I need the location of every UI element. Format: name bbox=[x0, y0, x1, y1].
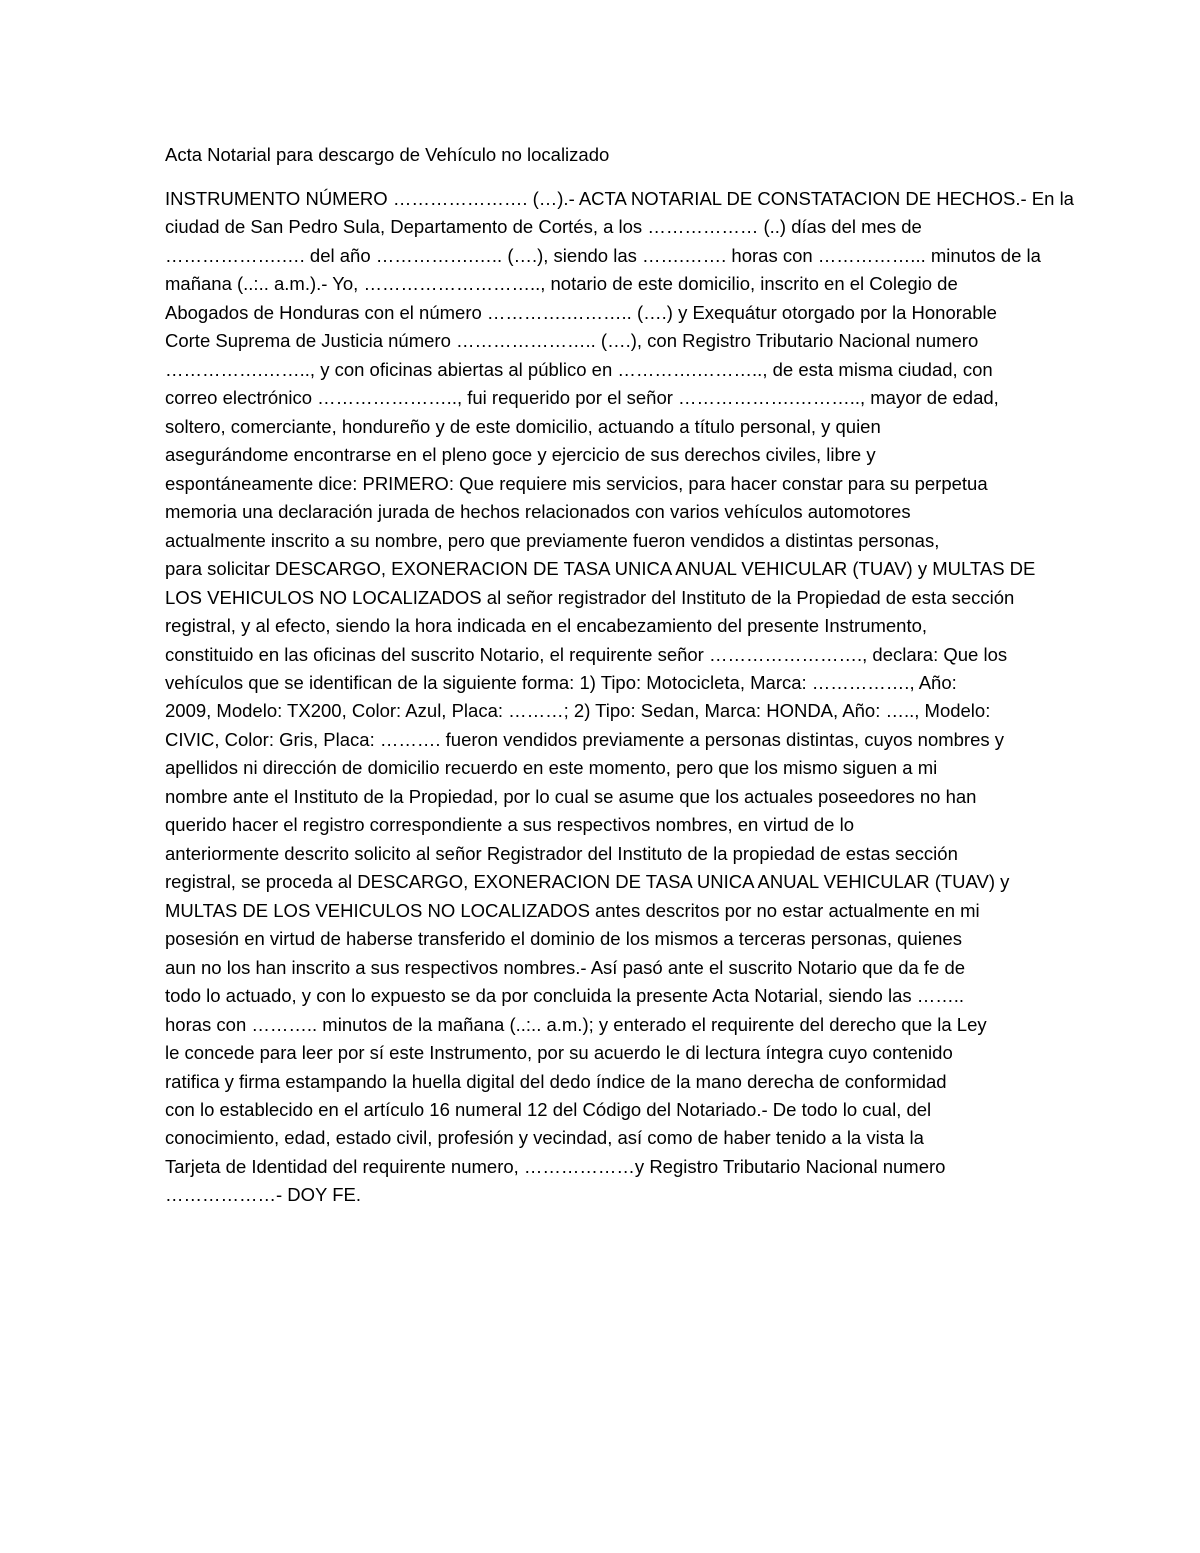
body-line: Tarjeta de Identidad del requirente numero, ………………y Registro Tributario Nacional numero bbox=[165, 1155, 946, 1177]
body-line: le concede para leer por sí este Instrumento, por su acuerdo le di lectura íntegra cuyo contenido bbox=[165, 1042, 953, 1064]
body-line: INSTRUMENTO NÚMERO …………………. (…).- ACTA NOTARIAL DE CONSTATACION DE HECHOS.- En la bbox=[165, 188, 1074, 209]
body-line: para solicitar DESCARGO, EXONERACION DE TASA UNICA ANUAL VEHICULAR (TUAV) y MULTAS DE bbox=[165, 558, 1036, 580]
body-line: Corte Suprema de Justicia número ………………….. (….), con Registro Tributario Nacional numero bbox=[165, 330, 979, 352]
body-line: con lo establecido en el artículo 16 numeral 12 del Código del Notariado.- De todo lo cual, del bbox=[165, 1099, 932, 1120]
body-line: querido hacer el registro correspondiente a sus respectivos nombres, en virtud de lo bbox=[165, 814, 854, 836]
body-line: registral, se proceda al DESCARGO, EXONERACION DE TASA UNICA ANUAL VEHICULAR (TUAV) y bbox=[165, 871, 1010, 893]
document-body bbox=[165, 185, 1074, 1210]
body-line: anteriormente descrito solicito al señor Registrador del Instituto de la propiedad de estas sección bbox=[165, 842, 958, 864]
body-line: conocimiento, edad, estado civil, profesión y vecindad, así como de haber tenido a la vista la bbox=[165, 1127, 924, 1149]
body-line: apellidos ni dirección de domicilio recuerdo en este momento, pero que los mismo siguen a mi bbox=[165, 757, 938, 779]
body-line: LOS VEHICULOS NO LOCALIZADOS al señor registrador del Instituto de la Propiedad de esta sección bbox=[165, 586, 1015, 608]
body-line: mañana (..:.. a.m.).- Yo, ……………………….., notario de este domicilio, inscrito en el Colegio de bbox=[165, 273, 958, 295]
body-line: ciudad de San Pedro Sula, Departamento de Cortés, a los ……………… (..) días del mes de bbox=[165, 216, 922, 238]
body-line: memoria una declaración jurada de hechos relacionados con varios vehículos automotores bbox=[165, 501, 911, 523]
body-line: MULTAS DE LOS VEHICULOS NO LOCALIZADOS antes descritos por no estar actualmente en mi bbox=[165, 899, 980, 921]
body-line: ratifica y firma estampando la huella digital del dedo índice de la mano derecha de conformidad bbox=[165, 1070, 947, 1092]
body-line: correo electrónico ………………….., fui requerido por el señor ……………….……….., mayor de edad, bbox=[165, 387, 999, 409]
body-line: Abogados de Honduras con el número ………….……….. (….) y Exequátur otorgado por la Honorable bbox=[165, 301, 997, 323]
body-line: ………………- DOY FE. bbox=[165, 1184, 361, 1206]
document-title: Acta Notarial para descargo de Vehículo no localizado bbox=[165, 144, 610, 165]
body-line: posesión en virtud de haberse transferido el dominio de los mismos a terceras personas, quienes bbox=[165, 928, 962, 950]
body-line: …………….…….., y con oficinas abiertas al público en ………….……….., de esta misma ciudad, con bbox=[165, 358, 993, 380]
body-line: 2009, Modelo: TX200, Color: Azul, Placa: ………; 2) Tipo: Sedan, Marca: HONDA, Año: ….., Modelo: bbox=[165, 700, 991, 722]
body-line: vehículos que se identifican de la siguiente forma: 1) Tipo: Motocicleta, Marca: ……………., Año: bbox=[165, 671, 957, 693]
body-line: espontáneamente dice: PRIMERO: Que requiere mis servicios, para hacer constar para su perpetua bbox=[165, 472, 988, 494]
body-line: actualmente inscrito a su nombre, pero que previamente fueron vendidos a distintas personas, bbox=[165, 529, 940, 551]
body-line: nombre ante el Instituto de la Propiedad, por lo cual se asume que los actuales poseedores no han bbox=[165, 785, 977, 807]
body-line: soltero, comerciante, hondureño y de este domicilio, actuando a título personal, y quien bbox=[165, 415, 881, 437]
body-line: ……………….…. del año …………….….. (….), siendo las …….……. horas con ……………... minutos de la bbox=[165, 244, 1041, 266]
body-line: CIVIC, Color: Gris, Placa: ………. fueron vendidos previamente a personas distintas, cuyos nombres y bbox=[165, 728, 1005, 750]
body-line: aun no los han inscrito a sus respectivos nombres.- Así pasó ante el suscrito Notario que da fe de bbox=[165, 956, 966, 978]
body-line: registral, y al efecto, siendo la hora indicada en el encabezamiento del presente Instrumento, bbox=[165, 615, 928, 637]
body-line: constituido en las oficinas del suscrito Notario, el requirente señor ……………………., declara: Que los bbox=[165, 643, 1008, 665]
body-line: asegurándome encontrarse en el pleno goce y ejercicio de sus derechos civiles, libre y bbox=[165, 444, 876, 466]
body-line: horas con ……….. minutos de la mañana (..:.. a.m.); y enterado el requirente del derecho que la Ley bbox=[165, 1013, 987, 1035]
body-line: todo lo actuado, y con lo expuesto se da por concluida la presente Acta Notarial, siendo las …….. bbox=[165, 985, 965, 1007]
